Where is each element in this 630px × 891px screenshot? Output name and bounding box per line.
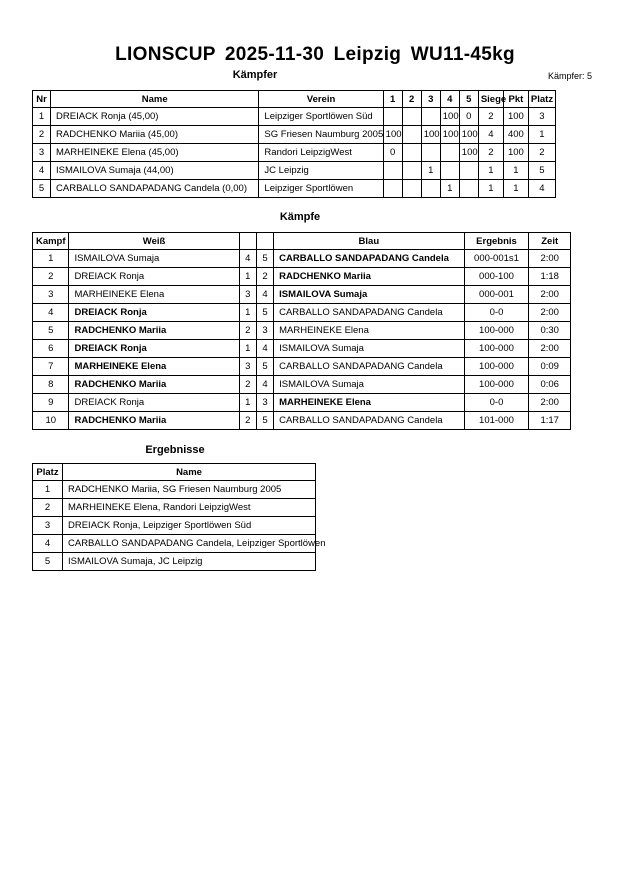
fight-white-name: DREIACK Ronja: [69, 304, 239, 322]
col-round-3: 3: [421, 91, 440, 108]
fight-row: [33, 286, 571, 304]
fight-result: 101-000: [464, 412, 529, 430]
fight-white-name: DREIACK Ronja: [69, 268, 239, 286]
result-name: MARHEINEKE Elena, Randori LeipzigWest: [63, 499, 316, 517]
result-name: RADCHENKO Mariia, SG Friesen Naumburg 2005: [63, 481, 316, 499]
fight-result: 000-001: [464, 286, 529, 304]
fight-white-name: MARHEINEKE Elena: [69, 286, 239, 304]
fighter-name: ISMAILOVA Sumaja (44,00): [51, 162, 259, 180]
fight-blue-nr: 4: [256, 340, 273, 358]
fight-white-name: MARHEINEKE Elena: [69, 358, 239, 376]
col-round-4: 4: [440, 91, 459, 108]
fighter-wins: 1: [478, 180, 503, 198]
col-result-name: Name: [63, 464, 316, 481]
fighter-place: 5: [528, 162, 555, 180]
fight-white-name: DREIACK Ronja: [69, 394, 239, 412]
fighter-round-3-score: 100: [421, 126, 440, 144]
fighter-wins: 1: [478, 162, 503, 180]
col-place: Platz: [528, 91, 555, 108]
result-place: 2: [33, 499, 63, 517]
result-place: 4: [33, 535, 63, 553]
fighter-wins: 2: [478, 144, 503, 162]
fight-blue-name: MARHEINEKE Elena: [274, 394, 464, 412]
fight-time: 2:00: [529, 250, 571, 268]
fighter-round-3-score: 1: [421, 162, 440, 180]
fight-white-nr: 2: [239, 322, 256, 340]
fighter-place: 4: [528, 180, 555, 198]
fight-number: 4: [33, 304, 69, 322]
fight-white-nr: 3: [239, 358, 256, 376]
fighter-round-4-score: 1: [440, 180, 459, 198]
fighter-name: CARBALLO SANDAPADANG Candela (0,00): [51, 180, 259, 198]
fighter-club: Leipziger Sportlöwen: [259, 180, 383, 198]
fight-white-nr: 2: [239, 412, 256, 430]
fighter-row: [33, 126, 556, 144]
result-place: 1: [33, 481, 63, 499]
fight-number: 6: [33, 340, 69, 358]
fighter-round-2-score: [402, 108, 421, 126]
results-table: [32, 463, 326, 571]
fight-number: 9: [33, 394, 69, 412]
col-round-2: 2: [402, 91, 421, 108]
fight-time: 0:06: [529, 376, 571, 394]
col-nr: Nr: [33, 91, 51, 108]
fighter-points: 1: [503, 180, 528, 198]
col-fight: Kampf: [33, 233, 69, 250]
results-header-row: [33, 464, 316, 481]
fight-blue-nr: 5: [256, 412, 273, 430]
result-place: 3: [33, 517, 63, 535]
fight-blue-name: CARBALLO SANDAPADANG Candela: [274, 412, 464, 430]
fighter-round-1-score: [383, 162, 402, 180]
fighter-round-3-score: [421, 144, 440, 162]
fighter-nr: 5: [33, 180, 51, 198]
fighter-place: 1: [528, 126, 555, 144]
fight-time: 2:00: [529, 394, 571, 412]
fight-number: 7: [33, 358, 69, 376]
fight-white-nr: 3: [239, 286, 256, 304]
result-row: [33, 517, 316, 535]
fighter-round-5-score: [459, 162, 478, 180]
fights-header-row: [33, 233, 571, 250]
fighter-round-5-score: 100: [459, 126, 478, 144]
fight-result: 100-000: [464, 340, 529, 358]
fighter-round-2-score: [402, 162, 421, 180]
fight-blue-nr: 5: [256, 358, 273, 376]
result-name: ISMAILOVA Sumaja, JC Leipzig: [63, 553, 316, 571]
fighter-round-2-score: [402, 126, 421, 144]
fighters-heading: Kämpfer: [232, 69, 278, 81]
fighter-round-1-score: 0: [383, 144, 402, 162]
col-name: Name: [51, 91, 259, 108]
fighter-row: [33, 108, 556, 126]
fight-result: 100-000: [464, 376, 529, 394]
fight-row: [33, 358, 571, 376]
page-title: LIONSCUP 2025-11-30 Leipzig WU11-45kg: [115, 44, 515, 65]
col-result-place: Platz: [33, 464, 63, 481]
fights-heading: Kämpfe: [279, 211, 321, 223]
fight-row: [33, 412, 571, 430]
fight-blue-nr: 2: [256, 268, 273, 286]
fighter-round-5-score: 0: [459, 108, 478, 126]
fight-blue-name: CARBALLO SANDAPADANG Candela: [274, 358, 464, 376]
fight-time: 1:17: [529, 412, 571, 430]
fighter-round-3-score: [421, 108, 440, 126]
fight-number: 2: [33, 268, 69, 286]
fight-number: 1: [33, 250, 69, 268]
fight-blue-nr: 4: [256, 286, 273, 304]
fight-number: 5: [33, 322, 69, 340]
fighter-points: 100: [503, 144, 528, 162]
fighter-round-4-score: 100: [440, 108, 459, 126]
fight-time: 0:09: [529, 358, 571, 376]
result-row: [33, 499, 316, 517]
col-wins: Siege: [478, 91, 503, 108]
fighter-round-2-score: [402, 180, 421, 198]
fight-blue-name: CARBALLO SANDAPADANG Candela: [274, 304, 464, 322]
col-result: Ergebnis: [464, 233, 529, 250]
fight-row: [33, 268, 571, 286]
fight-result: 0-0: [464, 394, 529, 412]
fighter-round-4-score: 100: [440, 126, 459, 144]
fighters-table: [32, 90, 556, 198]
fighter-round-4-score: [440, 162, 459, 180]
fighter-points: 100: [503, 108, 528, 126]
fighter-row: [33, 180, 556, 198]
fight-blue-nr: 3: [256, 322, 273, 340]
fight-row: [33, 250, 571, 268]
col-blue: Blau: [274, 233, 464, 250]
fighter-name: MARHEINEKE Elena (45,00): [51, 144, 259, 162]
fight-white-nr: 1: [239, 304, 256, 322]
fight-white-name: RADCHENKO Mariia: [69, 376, 239, 394]
fight-result: 100-000: [464, 322, 529, 340]
fight-time: 2:00: [529, 340, 571, 358]
fight-blue-name: ISMAILOVA Sumaja: [274, 376, 464, 394]
fight-white-name: RADCHENKO Mariia: [69, 412, 239, 430]
fight-time: 1:18: [529, 268, 571, 286]
fight-time: 2:00: [529, 286, 571, 304]
fight-number: 3: [33, 286, 69, 304]
col-time: Zeit: [529, 233, 571, 250]
fight-number: 8: [33, 376, 69, 394]
fighter-round-2-score: [402, 144, 421, 162]
fight-blue-name: ISMAILOVA Sumaja: [274, 286, 464, 304]
fighters-count: Kämpfer: 5: [548, 71, 593, 81]
fighter-round-1-score: [383, 108, 402, 126]
fight-row: [33, 376, 571, 394]
fight-white-nr: 1: [239, 268, 256, 286]
fighter-place: 2: [528, 144, 555, 162]
fights-table: [32, 232, 571, 430]
fight-blue-nr: 5: [256, 304, 273, 322]
fight-white-name: DREIACK Ronja: [69, 340, 239, 358]
fight-blue-name: ISMAILOVA Sumaja: [274, 340, 464, 358]
fight-row: [33, 304, 571, 322]
fight-number: 10: [33, 412, 69, 430]
result-name: DREIACK Ronja, Leipziger Sportlöwen Süd: [63, 517, 316, 535]
fight-blue-nr: 5: [256, 250, 273, 268]
fighter-points: 1: [503, 162, 528, 180]
fight-row: [33, 394, 571, 412]
fight-row: [33, 340, 571, 358]
fight-white-name: ISMAILOVA Sumaja: [69, 250, 239, 268]
fighter-row: [33, 144, 556, 162]
col-round-5: 5: [459, 91, 478, 108]
fighter-round-4-score: [440, 144, 459, 162]
col-round-1: 1: [383, 91, 402, 108]
fighter-wins: 4: [478, 126, 503, 144]
fighters-header-row: [33, 91, 556, 108]
fight-blue-name: MARHEINEKE Elena: [274, 322, 464, 340]
fighter-name: DREIACK Ronja (45,00): [51, 108, 259, 126]
fight-result: 100-000: [464, 358, 529, 376]
fighter-wins: 2: [478, 108, 503, 126]
fight-blue-name: RADCHENKO Mariia: [274, 268, 464, 286]
results-heading: Ergebnisse: [145, 444, 205, 456]
col-points: Pkt: [503, 91, 528, 108]
fight-result: 0-0: [464, 304, 529, 322]
fight-white-nr: 2: [239, 376, 256, 394]
fighter-club: SG Friesen Naumburg 2005: [259, 126, 383, 144]
fight-result: 000-001s1: [464, 250, 529, 268]
fighter-round-1-score: 100: [383, 126, 402, 144]
fighter-nr: 1: [33, 108, 51, 126]
fighter-club: JC Leipzig: [259, 162, 383, 180]
result-row: [33, 535, 316, 553]
fighter-club: Leipziger Sportlöwen Süd: [259, 108, 383, 126]
result-row: [33, 553, 316, 571]
fighter-row: [33, 162, 556, 180]
fight-time: 2:00: [529, 304, 571, 322]
fight-blue-nr: 3: [256, 394, 273, 412]
result-name: CARBALLO SANDAPADANG Candela, Leipziger Sportlöwen: [63, 535, 316, 553]
result-place: 5: [33, 553, 63, 571]
fighter-points: 400: [503, 126, 528, 144]
fighter-round-5-score: [459, 180, 478, 198]
fight-row: [33, 322, 571, 340]
col-blue-nr: [256, 233, 273, 250]
fight-white-nr: 4: [239, 250, 256, 268]
fighter-place: 3: [528, 108, 555, 126]
fight-time: 0:30: [529, 322, 571, 340]
fighter-nr: 4: [33, 162, 51, 180]
fight-result: 000-100: [464, 268, 529, 286]
col-white-nr: [239, 233, 256, 250]
fight-blue-name: CARBALLO SANDAPADANG Candela: [274, 250, 464, 268]
fighter-nr: 2: [33, 126, 51, 144]
fighter-round-3-score: [421, 180, 440, 198]
fighter-nr: 3: [33, 144, 51, 162]
result-row: [33, 481, 316, 499]
col-white: Weiß: [69, 233, 239, 250]
fight-blue-nr: 4: [256, 376, 273, 394]
fighter-club: Randori LeipzigWest: [259, 144, 383, 162]
fighter-round-1-score: [383, 180, 402, 198]
fighter-name: RADCHENKO Mariia (45,00): [51, 126, 259, 144]
fight-white-nr: 1: [239, 340, 256, 358]
col-club: Verein: [259, 91, 383, 108]
fight-white-nr: 1: [239, 394, 256, 412]
fight-white-name: RADCHENKO Mariia: [69, 322, 239, 340]
fighter-round-5-score: 100: [459, 144, 478, 162]
